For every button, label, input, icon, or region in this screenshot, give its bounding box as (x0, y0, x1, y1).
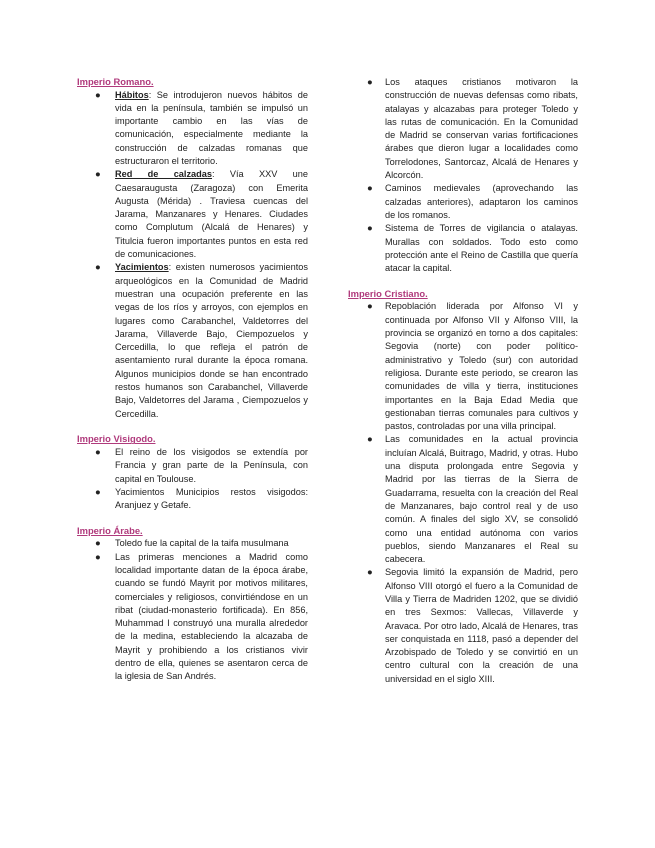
section-spacer (348, 275, 578, 288)
right-column (348, 76, 578, 686)
bullet-icon: ● (367, 434, 373, 446)
item-text: Toledo fue la capital de la taifa musulmana (115, 538, 289, 549)
term-label: Yacimientos (115, 262, 169, 273)
list-item (348, 222, 578, 275)
list-item (77, 486, 308, 513)
bullet-icon: ● (95, 486, 101, 498)
list-imperio-visigodo (77, 446, 308, 512)
heading-imperio-arabe: Imperio Árabe. (77, 524, 143, 536)
item-text: Caminos medievales (aprovechando las calzadas anteriores), adaptaron los caminos de los romanos. (385, 183, 578, 220)
list-item (77, 446, 308, 486)
list-imperio-arabe (77, 537, 308, 683)
item-text: El reino de los visigodos se extendía por Francia y gran parte de la Península, con capital en Toulouse. (115, 446, 308, 484)
bullet-icon: ● (367, 567, 373, 579)
bullet-icon: ● (95, 262, 101, 274)
list-item (77, 89, 308, 169)
list-item (77, 551, 308, 684)
bullet-icon: ● (367, 77, 373, 88)
bullet-icon: ● (95, 551, 101, 563)
item-text: : Se introdujeron nuevos hábitos de vida en la península, también se impulsó un importante cambio en las vías de comunicación, especialmente mediante la construcción de calzadas romanas que estructuraron el territorio. (115, 89, 308, 166)
section-spacer (77, 421, 308, 434)
item-text: Repoblación liderada por Alfonso VI y continuada por Alfonso VII y Alfonso VIII, la provincia se organizó en torno a dos capitales: Segovia (norte) con poder político-administrativo y Toledo (sur) con autoridad religiosa. Durante este periodo, se crearon las comunidades de villa y tierra, instituciones importantes en la Baja Edad Media que gestionaban tierras comunales para cultivos y pastos, controladas por una villa principal. (385, 301, 578, 432)
bullet-icon: ● (95, 538, 101, 550)
bullet-icon: ● (95, 169, 101, 181)
item-text: Sistema de Torres de vigilancia o atalayas. Murallas con soldados. Todo esto como protección ante el Reino de Castilla que quería atacar la capital. (385, 223, 578, 274)
list-item (348, 566, 578, 686)
bullet-icon: ● (367, 183, 373, 195)
heading-imperio-romano: Imperio Romano. (77, 76, 154, 87)
heading-imperio-cristiano: Imperio Cristiano. (348, 287, 428, 299)
term-label: Red de calzadas (115, 169, 213, 180)
term-label: Hábitos (115, 89, 149, 100)
list-imperio-romano (77, 89, 308, 421)
list-item (77, 261, 308, 421)
item-text: Las comunidades en la actual provincia incluían Alcalá, Buitrago, Madrid, y otras. Hubo una disputa prolongada entre Segovia y Madrid por las tierras de la Sierra de Guadarrama, resuelta con la creación del Real de Manzanares, bajo control real y de uso común. A finales del siglo XV, se consolidó como una entidad autónoma con varios pueblos, siendo Manzanares el Real su cabecera. (385, 434, 578, 565)
list-arabe-continued (348, 76, 578, 275)
bullet-icon: ● (95, 446, 101, 458)
item-text: Segovia limitó la expansión de Madrid, pero Alfonso VIII otorgó el fuero a la Comunidad de Villa y Tierra de Madriden 1202, que se dividió en tres Sexmos: Vallecas, Villaverde y Aravaca. Por otro lado, Alcalá de Henares, tras ser conquistada en 1118, pasó a depender del Arzobispado de Toledo y se convirtió en un centro cultural con la creación de una universidad en el siglo XIII. (385, 567, 578, 684)
list-item (348, 76, 578, 182)
list-item (348, 300, 578, 433)
section-spacer (77, 512, 308, 525)
list-item (77, 168, 308, 261)
item-text: : Vía XXV une Caesaraugusta (Zaragoza) con Emerita Augusta (Mérida) . Traviesa cuencas del Jarama, Manzanares y Henares. Ciudades como Complutum (Alcalá de Henares) y Titulcia fueron importantes puntos en esta red de comunicaciones. (115, 169, 308, 260)
list-item (348, 433, 578, 566)
bullet-icon: ● (367, 223, 373, 235)
heading-imperio-visigodo: Imperio Visigodo. (77, 433, 156, 445)
list-item (348, 182, 578, 222)
list-imperio-cristiano (348, 300, 578, 686)
item-text: Las primeras menciones a Madrid como localidad importante datan de la época árabe, cuando se fundó Mayrit por motivos militares, comerciales y religiosos, convirtiéndose en un ribat (ciudad-monasterio fortificada). En 856, Muhammad I construyó una muralla alrededor de la medina, estableciendo la alcazaba de Mayrit y prohibiendo a los cristianos vivir dentro de ella, quienes se asentaron cerca de la iglesia de San Andrés. (115, 551, 308, 682)
left-column (77, 76, 308, 684)
bullet-icon: ● (367, 301, 373, 313)
list-item (77, 537, 308, 550)
bullet-icon: ● (95, 89, 101, 101)
item-text: Yacimientos Municipios restos visigodos: Aranjuez y Getafe. (115, 486, 308, 511)
item-text: Los ataques cristianos motivaron la construcción de nuevas defensas como ribats, atalayas y alcazabas para proteger Toledo y las rutas de comunicación. En la Comunidad de Madrid se conservan varias fortificaciones árabes que dieron lugar a localidades como Torrelodones, Santorcaz, Alcalá de Henares y Alcorcón. (385, 77, 578, 181)
item-text: : existen numerosos yacimientos arqueológicos en la Comunidad de Madrid muestran una ocupación preferente en las vegas de los ríos y arroyos, con ejemplos en lugares como Carabanchel, Valdetorres del Jarama, Villaverde Bajo, Ciempozuelos y Cercedilla, lo que refleja el patrón de asentamiento rural durante la época romana. Algunos municipios donde se han encontrado restos humanos son Carabanchel, Villaverde Bajo, Valdetorres del Jarama , Ciempozuelos y Cercedilla. (115, 262, 308, 419)
